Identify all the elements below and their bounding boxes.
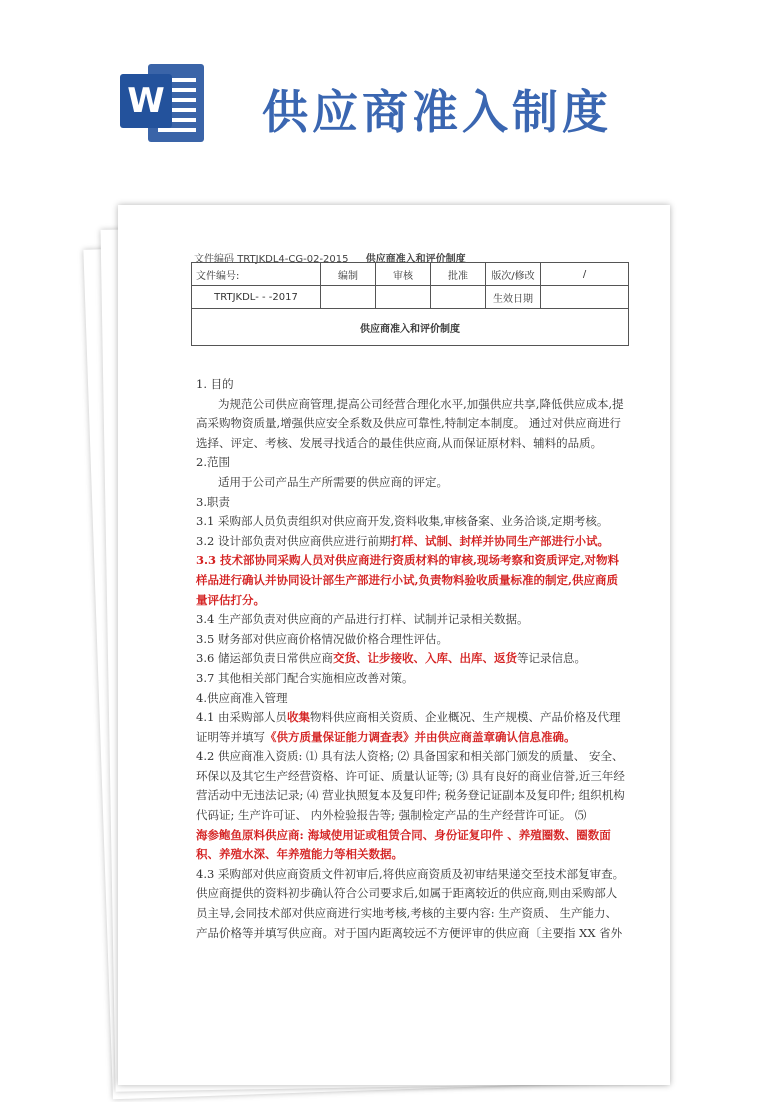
table-title: 供应商准入和评价制度 xyxy=(192,309,629,346)
highlight-text: 打样、试制、封样并协同生产部进行小试。 xyxy=(390,533,609,548)
highlight-text: 收集 xyxy=(286,710,310,725)
effective-label: 生效日期 xyxy=(486,286,541,309)
word-letter: W xyxy=(120,74,172,128)
approve-cell xyxy=(431,286,486,309)
paragraph: 4.2 供应商准入资质: ⑴ 具有法人资格; ⑵ 具备国家和相关部门颁发的质量、 安全、环保以及其它生产经营资格、许可证、质量认证等; ⑶ 具有良好的商业信誉,近三年经营活动中无违法记录; ⑷ 营业执照复本及复印件; 税务登记证副本及复印件; 组织机构代码证; 生产许可证、 内外检验报告等; 强制检定产品的生产经营许可证。 ⑸ xyxy=(196,749,625,823)
highlight-paragraph: 3.3 技术部协同采购人员对供应商进行资质材料的审核,现场考察和资质评定,对物料样品进行确认并协同设计部生产部进行小试,负责物料验收质量标准的制定,供应商质量评估打分。 xyxy=(196,553,620,607)
code-label: 文件编码 xyxy=(194,254,234,265)
text-run: 物料供应商相关资质、企业概况、生产规模、产品价格及代理证明等并填写 xyxy=(196,710,621,744)
file-no-label: 文件编号: xyxy=(192,263,321,286)
banner xyxy=(0,0,780,200)
paragraph xyxy=(196,708,626,747)
paragraph: 3.4 生产部负责对供应商的产品进行打样、试制并记录相关数据。 xyxy=(196,612,529,627)
paragraph: 3.7 其他相关部门配合实施相应改善对策。 xyxy=(196,670,414,685)
highlight-text: 交货、让步接收、入库、出库、返货 xyxy=(332,651,517,666)
section-heading: 4.供应商准入管理 xyxy=(196,690,288,705)
document-body xyxy=(196,375,626,943)
highlight-text: 《供方质量保证能力调查表》并由供应商盖章确认信息准确。 xyxy=(265,729,576,744)
highlight-paragraph: 海参鲍鱼原料供应商: 海域使用证或租赁合同、身份证复印件 、养殖圈数、圈数面积、养殖水深、年养殖能力等相关数据。 xyxy=(196,827,611,862)
word-icon xyxy=(120,58,206,148)
doc-name: 供应商准入和评价制度 xyxy=(365,254,466,265)
document-page xyxy=(118,205,670,1085)
section-heading: 3.职责 xyxy=(196,494,230,509)
text-run: 等记录信息。 xyxy=(516,651,586,666)
paragraph: 为规范公司供应商管理,提高公司经营合理化水平,加强供应共享,降低供应成本,提高采购物资质量,增强供应安全系数及供应可靠性,特制定本制度。 通过对供应商进行选择、评定、考核、发展寻找适合的最佳供应商,从而保证原材料、辅料的品质。 xyxy=(196,396,624,450)
text-run: 3.6 储运部负责日常供应商 xyxy=(196,651,333,666)
version-value: / xyxy=(541,263,629,286)
doc-code: TRTJKDL4-CG-02-2015 xyxy=(237,254,349,265)
text-run: 4.1 由采购部人员 xyxy=(196,710,287,725)
paragraph xyxy=(196,649,626,669)
section-heading: 1. 目的 xyxy=(196,377,234,391)
text-run: 3.2 设计部负责对供应商供应进行前期 xyxy=(196,533,391,548)
approve-header: 批准 xyxy=(431,263,486,286)
meta-table xyxy=(191,262,629,346)
paragraph: 3.1 采购部人员负责组织对供应商开发,资料收集,审核备案、业务洽谈,定期考核。 xyxy=(196,514,609,529)
version-label: 版次/修改 xyxy=(486,263,541,286)
review-header: 审核 xyxy=(376,263,431,286)
compile-header: 编制 xyxy=(321,263,376,286)
page-title: 供应商准入制度 xyxy=(262,85,612,139)
section-heading: 2.范围 xyxy=(196,455,230,470)
paragraph: 适用于公司产品生产所需要的供应商的评定。 xyxy=(218,474,448,489)
file-no-value: TRTJKDL- - -2017 xyxy=(192,286,321,309)
paragraph: 4.3 采购部对供应商资质文件初审后,将供应商资质及初审结果递交至技术部复审查。供应商提供的资料初步确认符合公司要求后,如属于距离较近的供应商,则由采购部人员主导,会同技术部对供应商进行实地考核,考核的主要内容: 生产资质、 生产能力、产品价格等并填写供应商。对于国内距离较远不方便评审的供应商〔主要指 XX 省外 xyxy=(196,866,625,940)
paragraph xyxy=(196,532,626,552)
effective-value xyxy=(541,286,629,309)
paragraph: 3.5 财务部对供应商价格情况做价格合理性评估。 xyxy=(196,631,448,646)
compile-cell xyxy=(321,286,376,309)
review-cell xyxy=(376,286,431,309)
